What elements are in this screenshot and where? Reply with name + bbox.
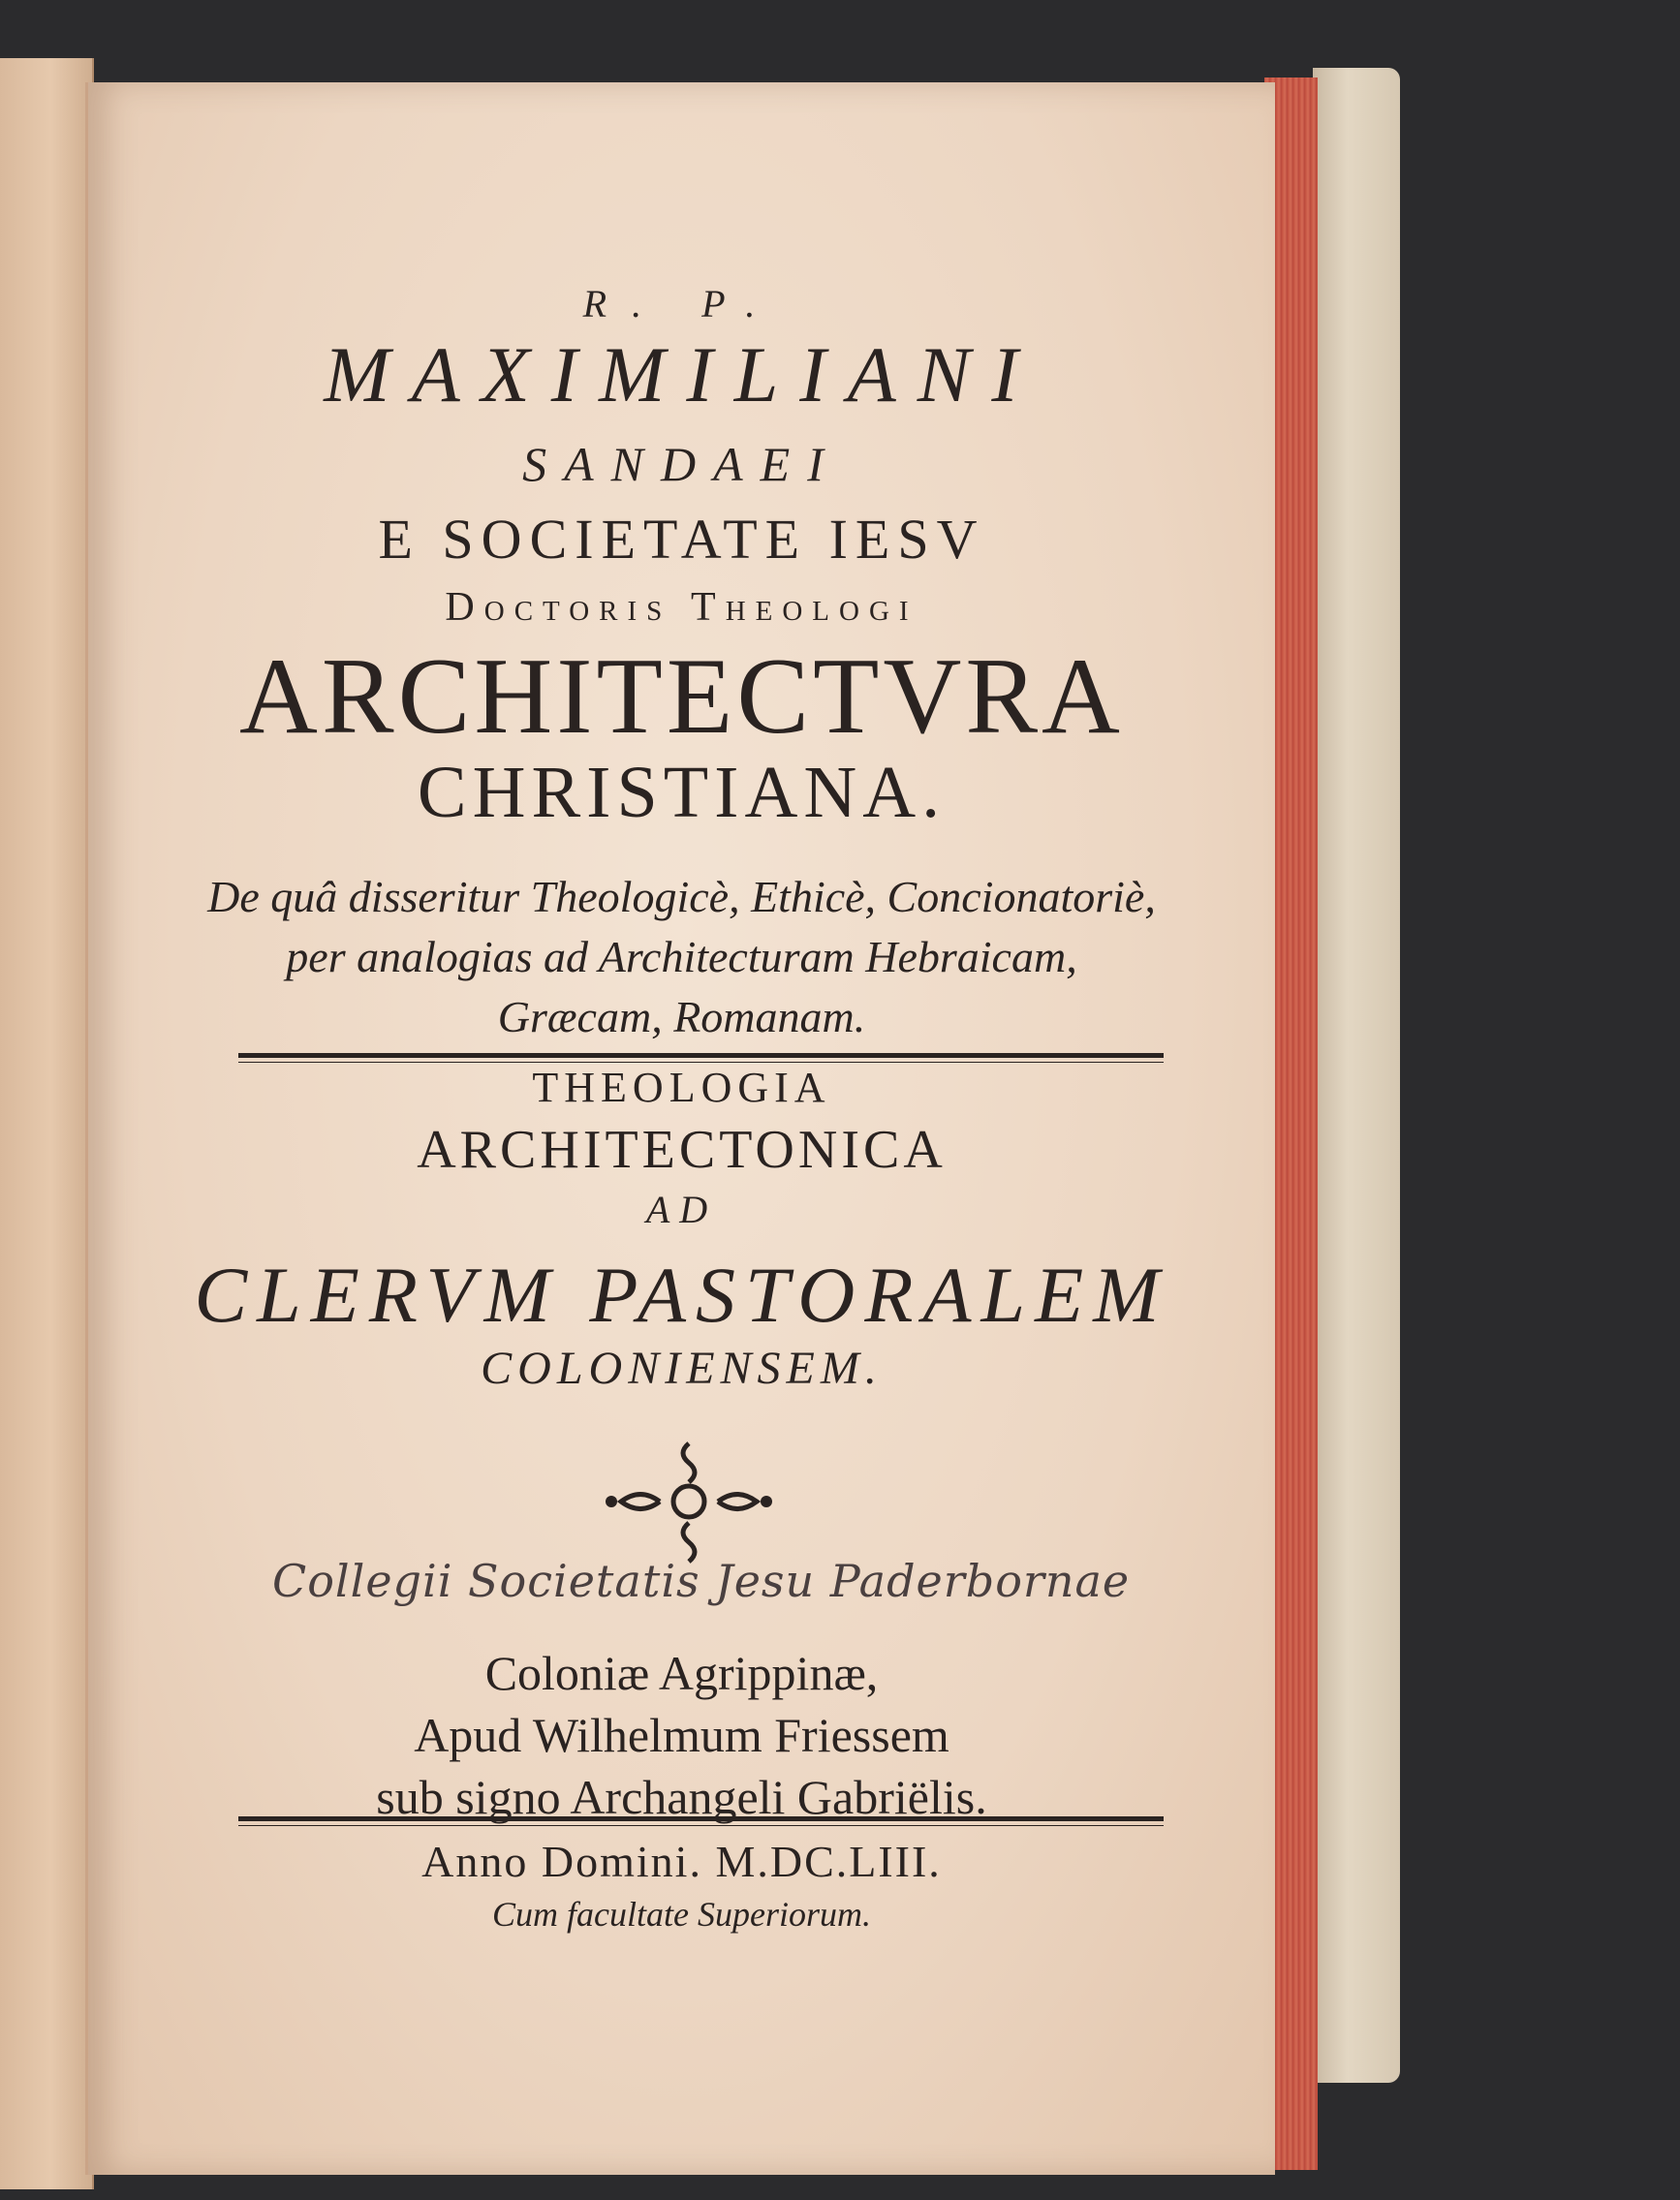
subtitle-coloniensem: COLONIENSEM.	[481, 1343, 883, 1394]
subtitle-ad: AD	[645, 1188, 718, 1231]
publisher-block	[88, 1642, 1275, 1828]
author-last-name: SANDAEI	[522, 437, 841, 491]
society-line: E SOCIETATE IESV	[378, 508, 985, 571]
left-page-spine	[0, 58, 94, 2189]
main-title: ARCHITECTVRA	[239, 636, 1124, 757]
publisher-line: sub signo Archangeli Gabriëlis.	[376, 1770, 987, 1824]
handwritten-ownership-inscription: Collegii Societatis Jesu Paderbornae	[272, 1555, 1131, 1607]
title-page	[85, 82, 1275, 2175]
description-line: per analogias ad Architecturam Hebraicam,	[286, 932, 1077, 981]
description	[88, 867, 1275, 1047]
publisher-line: Apud Wilhelmum Friessem	[414, 1708, 949, 1762]
back-cover	[1313, 68, 1400, 2083]
divider-rule	[238, 1816, 1164, 1821]
doctor-line: Doctoris Theologi	[445, 585, 918, 630]
publisher-line: Coloniæ Agrippinæ,	[484, 1646, 879, 1700]
author-first-name: MAXIMILIANI	[324, 330, 1040, 418]
reverend-father: R. P.	[582, 282, 781, 325]
publication-year: Anno Domini. M.DC.LIII.	[421, 1837, 942, 1886]
subtitle-clerum: CLERVM PASTORALEM	[194, 1251, 1169, 1339]
subtitle-theologia: THEOLOGIA	[532, 1064, 831, 1111]
subtitle-architectonica: ARCHITECTONICA	[417, 1120, 947, 1180]
main-title-2: CHRISTIANA.	[417, 752, 947, 833]
description-line: Græcam, Romanam.	[497, 992, 866, 1041]
privilege-line: Cum facultate Superiorum.	[492, 1895, 871, 1934]
divider-rule	[238, 1053, 1164, 1058]
description-line: De quâ disseritur Theologicè, Ethicè, Concionatoriè,	[207, 872, 1156, 921]
